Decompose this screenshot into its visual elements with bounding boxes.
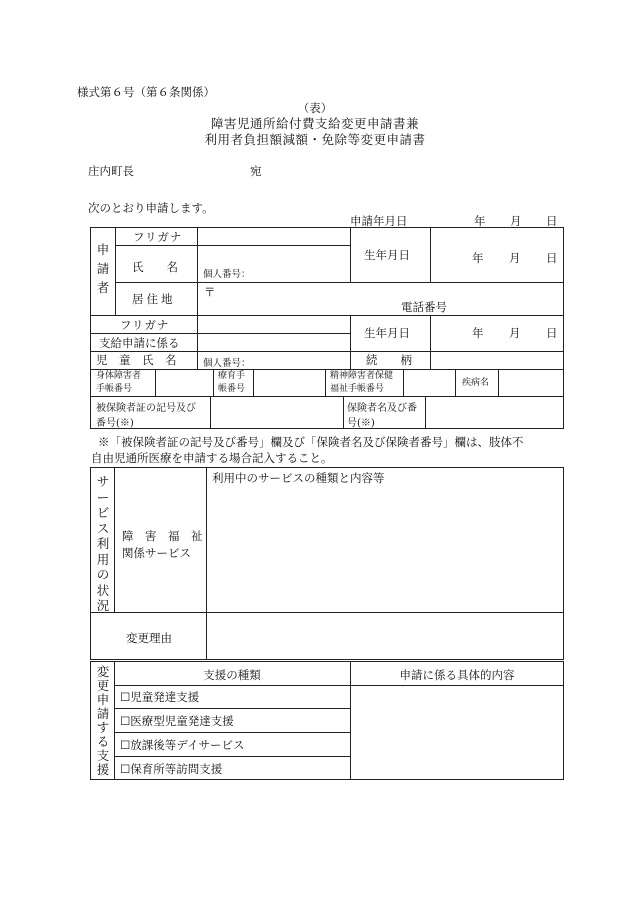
application-date-month: 月 <box>510 214 522 228</box>
rehab-cert-label-2: 帳番号 <box>218 384 246 394</box>
applicant-birth-year: 年 <box>472 251 484 265</box>
child-name-label-2: 児 童 氏 名 <box>96 353 177 367</box>
child-personal-number-label: 個人番号： <box>203 358 251 369</box>
application-date-year: 年 <box>474 214 486 228</box>
change-section-label: 変更申請する支援 <box>96 664 110 777</box>
note-line-1: ※「被保険者証の記号及び番号」欄及び「保険者名及び保険者番号」欄は、肢体不 <box>98 435 524 449</box>
title-line-2: 利用者負担額減額・免除等変更申請書 <box>204 132 426 147</box>
insured-label-2: 番号(※) <box>96 418 134 429</box>
insurer-label-1: 保険者名及び番 <box>347 403 417 414</box>
application-date-label: 申請年月日 <box>350 214 408 228</box>
physical-cert-label-2: 手帳番号 <box>96 384 133 394</box>
applicant-section-label: 申請者 <box>96 242 110 295</box>
physical-cert-label-1: 身体障害者 <box>96 371 142 381</box>
disease-label: 疾病名 <box>462 378 490 388</box>
insured-label-1: 被保険者証の記号及び <box>96 403 196 414</box>
child-birth-year: 年 <box>472 326 484 340</box>
option-medical-child-development-support[interactable]: ☐医療型児童発達支援 <box>120 714 234 728</box>
support-type-header: 支援の種類 <box>203 668 261 682</box>
applicant-phone-label: 電話番号 <box>401 300 447 314</box>
honorific: 宛 <box>250 164 262 178</box>
side-label: （表） <box>297 101 333 115</box>
title-line-1: 障害児通所給付費支給変更申請書兼 <box>210 116 419 131</box>
applicant-birth-day: 日 <box>546 251 558 265</box>
option-nursery-visit-support[interactable]: ☐保育所等訪問支援 <box>120 762 223 776</box>
child-birth-date-label: 生年月日 <box>364 326 410 340</box>
service-content-label: 利用中のサービスの種類と内容等 <box>212 471 385 485</box>
form-number: 様式第６号（第６条関係） <box>77 85 215 99</box>
option-child-development-support[interactable]: ☐児童発達支援 <box>120 690 200 704</box>
service-category-line-1: 障 害 福 祉 <box>122 529 203 543</box>
note-line-2: 自由児通所医療を申請する場合記入すること。 <box>91 451 333 465</box>
applicant-address-label: 居住地 <box>132 292 176 306</box>
child-name-label-1: 支給申請に係る <box>99 336 180 350</box>
change-reason-label: 変更理由 <box>126 631 172 645</box>
rehab-cert-label-1: 療育手 <box>218 371 246 381</box>
child-birth-month: 月 <box>509 326 521 340</box>
service-category-line-2: 関係サービス <box>122 546 191 560</box>
applicant-personal-number-label: 個人番号： <box>203 269 251 280</box>
relationship-label: 続 柄 <box>366 353 412 367</box>
addressee: 庄内町長 <box>88 164 134 178</box>
applicant-furigana-label: フリガナ <box>133 230 183 244</box>
application-date-day: 日 <box>546 214 558 228</box>
content-header: 申請に係る具体的内容 <box>399 668 515 682</box>
postal-mark: 〒 <box>204 285 216 299</box>
service-section-label: サービス利用の状況 <box>96 474 110 613</box>
mental-cert-label-2: 福祉手帳番号 <box>330 384 385 394</box>
mental-cert-label-1: 精神障害者保健 <box>330 371 394 381</box>
intro-text: 次のとおり申請します。 <box>88 201 214 215</box>
applicant-birth-month: 月 <box>509 251 521 265</box>
child-furigana-label: フリガナ <box>120 318 170 332</box>
applicant-name-label: 氏 名 <box>132 260 178 274</box>
child-birth-day: 日 <box>546 326 558 340</box>
option-after-school-day-service[interactable]: ☐放課後等デイサービス <box>120 738 245 752</box>
insurer-label-2: 号(※) <box>347 418 375 429</box>
applicant-birth-date-label: 生年月日 <box>364 248 410 262</box>
